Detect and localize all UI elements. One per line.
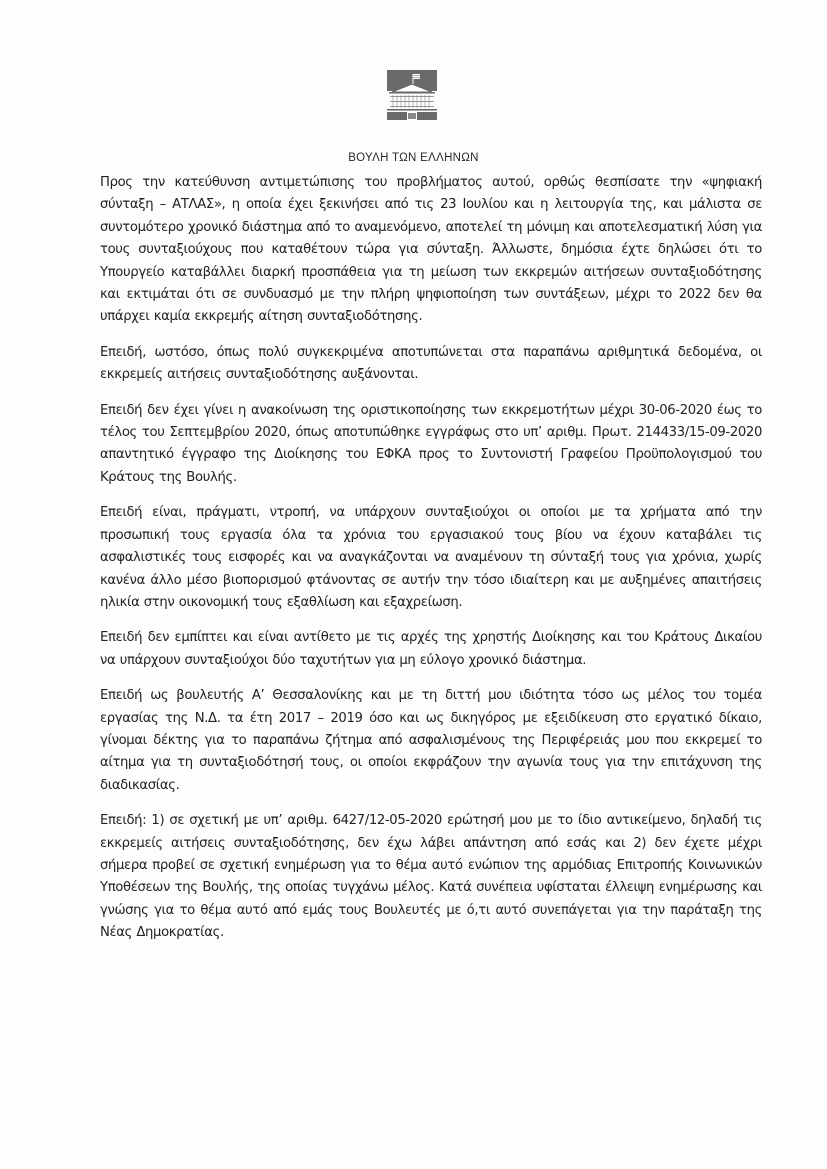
paragraph-announcement: Επειδή δεν έχει γίνει η ανακοίνωση της οριστικοποίησης των εκκρεμοτήτων μέχρι 30-06-2020 έως το τέλος του Σεπτεμβρίου 2020, όπως αποτυπώθηκε εγγράφως στο υπ’ αριθμ. Πρωτ. 214433/15-09-2020 απαντητικό έγγραφο της Διοίκησης του ΕΦΚΑ προς το Συντονιστή Γραφείου Προϋπολογισμού του Κράτους της Βουλής. [100,402,762,485]
document-body [100,172,762,958]
paragraph-mp-role: Επειδή ως βουλευτής Α’ Θεσσαλονίκης και με τη διττή μου ιδιότητα τόσο ως μέλος του τομέα εργασίας της Ν.Δ. τα έτη 2017 – 2019 όσο και ως δικηγόρος με εξειδίκευση στο εργατικό δίκαιο, γίνομαι δέκτης για το παραπάνω ζήτημα από ασφαλισμένους της Περιφέρειάς μου που εκκρεμεί το αίτημα για τη συνταξιοδότησή τους, οι οποίοι εκφράζουν την αγωνία τους για την επιτάχυνση της διαδικασίας. [100,688,762,793]
paragraph-pending-applications: Επειδή, ωστόσο, όπως πολύ συγκεκριμένα αποτυπώνεται στα παραπάνω αριθμητικά δεδομένα, οι εκκρεμείς αιτήσεις συνταξιοδότησης αυξάνονται. [100,344,762,383]
paragraph-good-governance: Επειδή δεν εμπίπτει και είναι αντίθετο με τις αρχές της χρηστής Διοίκησης και του Κράτους Δικαίου να υπάρχουν συνταξιούχοι δύο ταχυτήτων για μη εύλογο χρονικό διάστημα. [100,630,762,668]
hellenic-parliament-logo-icon [387,70,437,138]
organization-name: ΒΟΥΛΗ ΤΩΝ ΕΛΛΗΝΩΝ [348,152,479,164]
paragraph-shame: Επειδή είναι, πράγματι, ντροπή, να υπάρχουν συνταξιούχοι οι οποίοι με τα χρήματα από την προσωπική τους εργασία όλα τα χρόνια του εργασιακού τους βίου να έχουν καταβάλει τις ασφαλιστικές τους εισφορές και να αναγκάζονται να αναμένουν τη σύνταξή τους για χρόνια, χωρίς κανένα άλλο μέσο βιοπορισμού φτάνοντας σε αυτήν την τόσο ιδιαίτερη και με αυξημένες απαιτήσεις ηλικία στην οικονομική τους εξαθλίωση και εξαχρείωση. [100,505,762,610]
paragraph-previous-question: Επειδή: 1) σε σχετική με υπ’ αριθμ. 6427/12-05-2020 ερώτησή μου με το ίδιο αντικείμενο, δηλαδή τις εκκρεμείς αιτήσεις συνταξιοδότησης, δεν έχω λάβει απάντηση από εσάς και 2) δεν έχετε μέχρι σήμερα προβεί σε σχετική ενημέρωση για το θέμα αυτό ενώπιον της αρμόδιας Επιτροπής Κοινωνικών Υποθέσεων της Βουλής, της οποίας τυγχάνω μέλος. Κατά συνέπεια υφίσταται έλλειψη ενημέρωσης και γνώσης για το θέμα αυτό από εμάς τους Βουλευτές με ό,τι αυτό συνεπάγεται για την παράταξη της Νέας Δημοκρατίας. [100,813,762,941]
paragraph-intro: Προς την κατεύθυνση αντιμετώπισης του προβλήματος αυτού, ορθώς θεσπίσατε την «ψηφιακή σύνταξη – ΑΤΛΑΣ», η οποία έχει ξεκινήσει από τις 23 Ιουλίου και η λειτουργία της, και μάλιστα σε συντομότερο χρονικό διάστημα από το αναμενόμενο, αποτελεί τη μόνιμη και αποτελεσματική λύση για τους συνταξιούχους που καταθέτουν τώρα για σύνταξη. Άλλωστε, δημόσια έχτε δηλώσει ότι το Υπουργείο καταβάλλει διαρκή προσπάθεια για τη μείωση των εκκρεμών αιτήσεων συνταξιοδότησης και εκτιμάται ότι σε συνδυασμό με την πλήρη ψηφιοποίηση των συντάξεων, μέχρι το 2022 δεν θα υπάρχει καμία εκκρεμής αίτηση συνταξιοδότησης. [100,175,762,325]
